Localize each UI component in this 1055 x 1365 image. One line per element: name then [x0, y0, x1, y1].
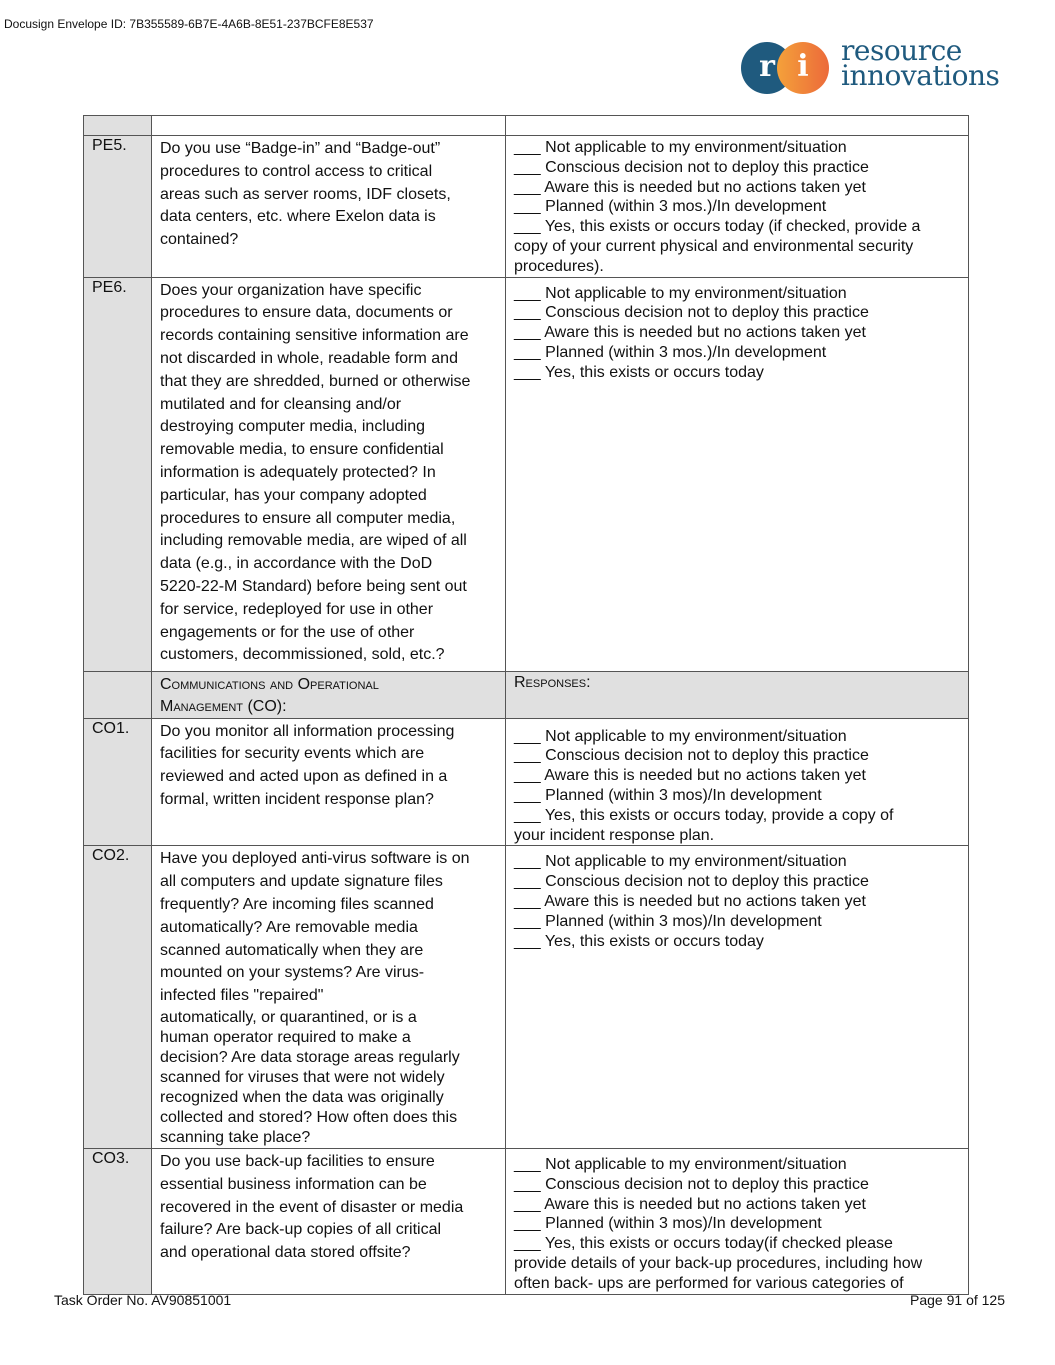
text-line: recognized when the data was originally: [160, 1088, 444, 1106]
table-row: [84, 718, 969, 846]
table-row: [84, 1148, 969, 1294]
text-line: recovered in the event of disaster or media: [160, 1198, 464, 1216]
text-line: data centers, etc. where Exelon data is: [160, 208, 436, 226]
logo-i-circle: i: [777, 42, 829, 94]
item-id: [84, 116, 152, 136]
text-line: Do you monitor all information processing: [160, 722, 455, 740]
text-line: automatically, or quarantined, or is a: [160, 1008, 417, 1026]
text-line: Responses:: [514, 673, 591, 691]
text-line: ___ Yes, this exists or occurs today(if checked please: [514, 1235, 893, 1253]
text-line: particular, has your company adopted: [160, 486, 427, 504]
text-line: ___ Not applicable to my environment/situation: [514, 853, 847, 871]
question-cell: [152, 277, 506, 671]
text-line: contained?: [160, 231, 239, 249]
item-id: [84, 671, 152, 718]
text-line: ___ Not applicable to my environment/situation: [514, 1155, 847, 1173]
text-line: that they are shredded, burned or otherwise: [160, 372, 471, 390]
text-line: reviewed and acted upon as defined in a: [160, 768, 448, 786]
text-line: Communications and Operational: [160, 675, 379, 693]
question-cell: [152, 718, 506, 846]
text-line: ___ Yes, this exists or occurs today: [514, 932, 764, 950]
text-line: ___ Conscious decision not to deploy this practice: [514, 873, 869, 891]
text-line: essential business information can be: [160, 1175, 427, 1193]
text-line: 5220-22-M Standard) before being sent out: [160, 577, 467, 595]
task-order: Task Order No. AV90851001: [54, 1292, 232, 1308]
item-id-label: CO2.: [92, 847, 130, 865]
text-line: for service, redeployed for use in other: [160, 600, 434, 618]
text-line: ___ Not applicable to my environment/situation: [514, 139, 847, 156]
response-cell: [506, 136, 969, 278]
text-line: ___ Conscious decision not to deploy this practice: [514, 304, 869, 322]
text-line: ___ Yes, this exists or occurs today, provide a copy of: [514, 806, 894, 824]
logo-line2: innovations: [841, 59, 1000, 92]
text-line: failure? Are back-up copies of all critical: [160, 1221, 442, 1239]
envelope-id: Docusign Envelope ID: 7B355589-6B7E-4A6B-8E51-237BCFE8E537: [4, 17, 374, 31]
text-line: procedures).: [514, 257, 604, 275]
text-line: engagements or for the use of other: [160, 623, 415, 641]
text-line: infected files "repaired": [160, 987, 324, 1005]
text-line: ___ Not applicable to my environment/situation: [514, 284, 847, 302]
question-cell: [152, 846, 506, 1149]
text-line: information is adequately protected? In: [160, 463, 436, 481]
text-line: ___ Conscious decision not to deploy this practice: [514, 1175, 869, 1193]
text-line: customers, decommissioned, sold, etc.?: [160, 646, 445, 664]
text-line: procedures to control access to critical: [160, 162, 433, 180]
text-line: collected and stored? How often does this: [160, 1108, 458, 1126]
text-line: procedures to ensure all computer media,: [160, 509, 456, 527]
text-line: ___ Planned (within 3 mos)/In development: [514, 912, 822, 930]
text-line: ___ Aware this is needed but no actions taken yet: [514, 892, 866, 910]
item-id: [84, 846, 152, 1149]
logo-text: [841, 34, 1000, 92]
text-line: ___ Conscious decision not to deploy this practice: [514, 158, 869, 176]
text-line: records containing sensitive information are: [160, 327, 469, 345]
text-line: scanning take place?: [160, 1128, 311, 1146]
question-cell: [152, 136, 506, 278]
item-id-label: CO3.: [92, 1149, 130, 1167]
item-id: [84, 718, 152, 846]
text-line: Does your organization have specific: [160, 281, 422, 299]
text-line: ___ Not applicable to my environment/situation: [514, 727, 847, 745]
text-line: Have you deployed anti-virus software is on: [160, 850, 470, 868]
text-line: and operational data stored offsite?: [160, 1244, 411, 1262]
text-line: human operator required to make a: [160, 1028, 411, 1046]
text-line: Do you use “Badge-in” and “Badge-out”: [160, 140, 441, 157]
response-cell: [506, 671, 969, 718]
page-number: Page 91 of 125: [910, 1292, 1005, 1308]
table-row: [84, 136, 969, 278]
question-cell: [152, 671, 506, 718]
table-row: [84, 277, 969, 671]
text-line: mounted on your systems? Are virus-: [160, 964, 425, 982]
logo-line1: resource: [841, 34, 962, 67]
logo-r-circle: r: [741, 42, 793, 94]
text-line: often back- ups are performed for various categories of: [514, 1274, 904, 1292]
response-cell: [506, 277, 969, 671]
text-line: your incident response plan.: [514, 826, 715, 844]
item-id-label: PE5.: [92, 137, 127, 154]
text-line: data (e.g., in accordance with the DoD: [160, 555, 433, 573]
section-header-row: [84, 671, 969, 718]
text-line: ___ Aware this is needed but no actions taken yet: [514, 178, 866, 196]
item-id-label: PE6.: [92, 278, 127, 296]
text-line: ___ Planned (within 3 mos.)/In development: [514, 343, 827, 361]
question-cell: [152, 1148, 506, 1294]
response-cell: [506, 846, 969, 1149]
response-cell: [506, 1148, 969, 1294]
item-id: [84, 277, 152, 671]
text-line: areas such as server rooms, IDF closets,: [160, 185, 451, 203]
text-line: provide details of your back-up procedures, including how: [514, 1254, 923, 1272]
text-line: ___ Conscious decision not to deploy this practice: [514, 747, 869, 765]
table-row: [84, 116, 969, 136]
text-line: scanned for viruses that were not widely: [160, 1068, 445, 1086]
text-line: destroying computer media, including: [160, 418, 426, 436]
text-line: procedures to ensure data, documents or: [160, 304, 453, 322]
table-row: [84, 846, 969, 1149]
text-line: Management (CO):: [160, 697, 287, 715]
text-line: automatically? Are removable media: [160, 918, 418, 936]
company-logo: [741, 34, 1011, 98]
text-line: ___ Planned (within 3 mos.)/In development: [514, 198, 827, 216]
text-line: ___ Aware this is needed but no actions taken yet: [514, 767, 866, 785]
text-line: scanned automatically when they are: [160, 941, 424, 959]
item-id-label: CO1.: [92, 719, 130, 737]
text-line: not discarded in whole, readable form and: [160, 349, 458, 367]
text-line: ___ Planned (within 3 mos)/In development: [514, 1215, 822, 1233]
text-line: mutilated and for cleansing and/or: [160, 395, 402, 413]
text-line: facilities for security events which are: [160, 745, 425, 763]
text-line: ___ Aware this is needed but no actions taken yet: [514, 1195, 866, 1213]
question-cell: [152, 116, 506, 136]
text-line: Do you use back-up facilities to ensure: [160, 1152, 435, 1170]
response-cell: [506, 116, 969, 136]
text-line: formal, written incident response plan?: [160, 790, 434, 808]
text-line: copy of your current physical and environmental security: [514, 237, 914, 255]
item-id: [84, 136, 152, 278]
text-line: ___ Yes, this exists or occurs today (if checked, provide a: [514, 218, 921, 236]
text-line: decision? Are data storage areas regularly: [160, 1048, 460, 1066]
questionnaire-table: [83, 115, 969, 1295]
text-line: removable media, to ensure confidential: [160, 441, 444, 459]
text-line: all computers and update signature files: [160, 873, 443, 891]
item-id: [84, 1148, 152, 1294]
response-cell: [506, 718, 969, 846]
text-line: ___ Aware this is needed but no actions taken yet: [514, 324, 866, 342]
text-line: ___ Yes, this exists or occurs today: [514, 363, 764, 381]
text-line: frequently? Are incoming files scanned: [160, 895, 434, 913]
text-line: ___ Planned (within 3 mos)/In development: [514, 786, 822, 804]
text-line: including removable media, are wiped of all: [160, 532, 467, 550]
